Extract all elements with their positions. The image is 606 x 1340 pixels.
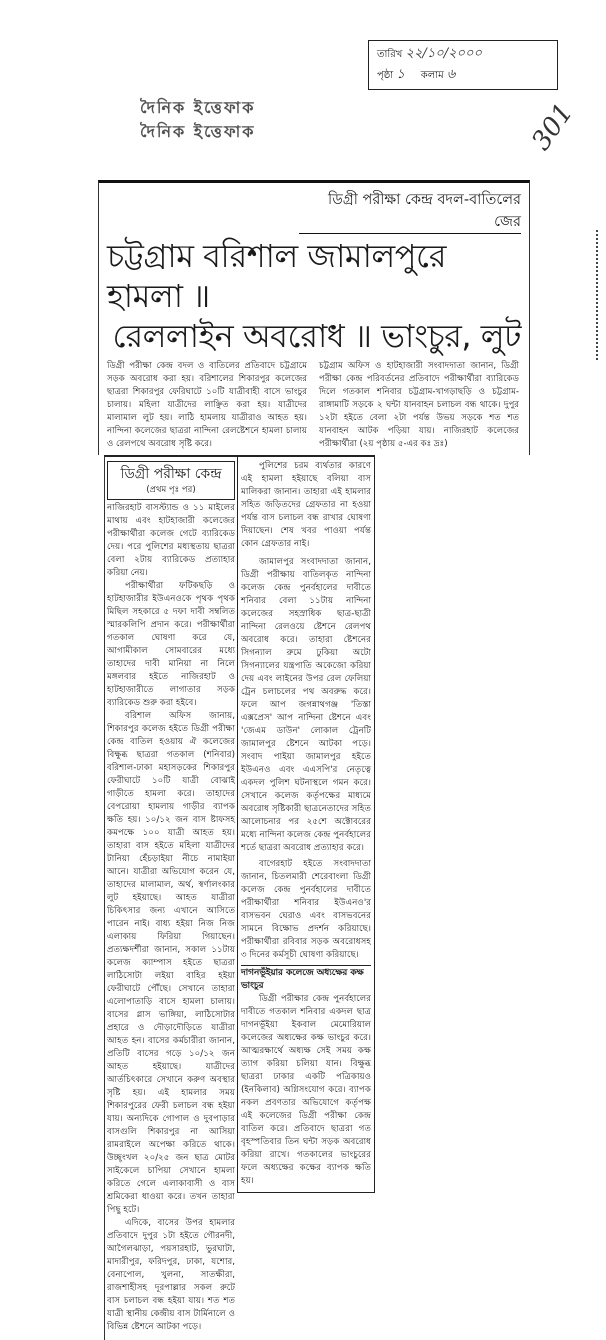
scan-edge-dots [596, 230, 600, 360]
headline-box [98, 180, 530, 455]
lead-paragraph-left: ডিগ্রী পরীক্ষা কেন্দ্র বদল ও বাতিলের প্রতিবাদে চট্টগ্রামে সড়ক অবরোধ করা হয়। বরিশালের শিকারপুর কলেজের ছাত্ররা শিকারপুর ফেরিঘাটে ১০টি যাত্রীবাহী বাসে ভাংচুর চালায়। মহিলা যাত্রীদের লাঞ্ছিত করা হয়। যাত্রীদের মালামাল লুট হয়। লাঠি হামলায় যাত্রীরাও আহত হয়। নান্দিনা কলেজের ছাত্ররা নান্দিনা রেলষ্টেশনে হামলা চালায় ও রেলপথে অবরোধ সৃষ্টি করে। [107, 361, 307, 449]
continuation-title: ডিগ্রী পরীক্ষা কেন্দ্র [120, 466, 222, 482]
date-value: ২২/১০/২০০০ [405, 46, 482, 61]
continuation-subtitle: (প্রথম পৃঃ পর) [146, 485, 196, 495]
headline-line-1: চট্টগ্রাম বরিশাল জামালপুরে হামলা ॥ [107, 237, 446, 315]
paragraph: ডিগ্রী পরীক্ষার কেন্দ্র পুনর্বহালের দাবীতে গতকাল শনিবার একদল ছাত্র দাগনভূঁইয়া ইকবাল মেমোরিয়াল কলেজের অধ্যক্ষের কক্ষ ভাংচুর করে। আত্মরক্ষার্থে অধ্যক্ষ সেই সময় কক্ষ ত্যাগ করিয়া চলিয়া যান। বিক্ষুব্ধ ছাত্ররা ঢাকার একটি পত্রিকায়ও (ইনকিলাব) অগ্নিসংযোগ করে। ব্যাপক নকল প্রবণতার অভিযোগে কর্তৃপক্ষ এই কলেজের ডিগ্রী পরীক্ষা কেন্দ্র বাতিল করে। প্রতিবাদে ছাত্ররা গত বৃহস্পতিবার তিন ঘন্টা সড়ক অবরোধ করিয়া রাখে। গতকালের ভাংচুরের ফলে অধ্যক্ষের কক্ষের ব্যাপক ক্ষতি হয়। [241, 994, 371, 1186]
article [98, 180, 530, 1340]
newspaper-name-stamp [140, 96, 256, 144]
page-value: ১ [396, 67, 405, 82]
subheading: দাগনভূঁইয়ার কলেজে অধ্যক্ষের কক্ষ ভাংচুর [241, 965, 371, 993]
continuation-column-right [237, 455, 375, 1193]
continuation-column-left [104, 455, 237, 1340]
paragraph: নাজিরহাট বাসস্ট্যান্ড ও ১১ মাইলের মাথায় এবং হাটহাজারী কলেজের পরীক্ষার্থীরা কলেজ গেটে ব্যারিকেড দেয়। পরে পুলিশের মধ্যস্থতায় ছাত্ররা বেলা ২টায় ব্যারিকেড প্রত্যাহার করিয়া নেয়। [107, 503, 235, 578]
lead-row [107, 360, 521, 451]
body-columns [104, 455, 530, 1340]
lead-right-text: চট্টগ্রাম অফিস ও হাটহাজারী সংবাদদাতা জানান, ডিগ্রী পরীক্ষা কেন্দ্র পরিবর্তনের প্রতিবাদে পরীক্ষার্থীরা ব্যারিকেড দিলে গতকাল শনিবার চট্টগ্রাম-খাগড়াছড়ি ও চট্টগ্রাম-রাঙ্গামাটি সড়কে ২ ঘন্টা যানবাহন চলাচল বন্ধ থাকে। দুপুর ১২টা হইতে বেলা ২টা পর্যন্ত উভয় সড়কে শত শত যানবাহন আটক পড়িয়া যায়। নাজিরহাট কলেজের পরীক্ষার্থীরা [319, 361, 519, 449]
column-label: কলাম [420, 70, 444, 81]
lead-paragraph-right [319, 360, 519, 451]
handwritten-page-number: 301 [526, 98, 580, 156]
page-label: পৃষ্ঠা [377, 70, 394, 81]
continuation-title-box [107, 461, 235, 500]
stamp-line: দৈনিক ইত্তেফাক [140, 122, 256, 141]
continuation-note: (২য় পৃষ্ঠায় ৫-এর কঃ দ্রঃ) [359, 439, 448, 449]
paragraph: পুলিশের চরম ব্যর্থতার কারণে এই হামলা হইয়াছে বলিয়া বাস মালিকরা জানান। তাহারা এই হামলার সহিত জড়িতদের গ্রেফতার না হওয়া পর্যন্ত বাস চলাচল বন্ধ রাখার ঘোষণা দিয়াছেন। শেষ খবর পাওয়া পর্যন্ত কোন গ্রেফতার নাই। [241, 461, 371, 549]
paragraph: জামালপুর সংবাদদাতা জানান, ডিগ্রী পরীক্ষায় বাতিলকৃত নান্দিনা কলেজ কেন্দ্র পুনর্বহালের দাবীতে শনিবার বেলা ১১টায় নান্দিনা কলেজের সহস্রাধিক ছাত্র-ছাত্রী নান্দিনা রেলওয়ে ষ্টেশনে রেলপথ অবরোধ করে। তাহারা ষ্টেশনের সিগন্যাল রুমে ঢুকিয়া অটো সিগন্যালের যন্ত্রপাতি অকেজো করিয়া দেয় এবং লাইনের উপর রেল ফেলিয়া ট্রেন চলাচলের পথ অবরুদ্ধ করে। ফলে আপ জগন্নাথগঞ্জ 'তিস্তা এক্সপ্রেস' আপ নান্দিনা ষ্টেশনে এবং 'জেএম ডাউন' লোকাল ট্রেনটি জামালপুর ষ্টেশনে আটকা পড়ে। সংবাদ পাইয়া জামালপুর হইতে ইউএনও এবং এএসপি'র নেতৃত্বে একদল পুলিশ ঘটনাস্থলে গমন করে। সেখানে কলেজ কর্তৃপক্ষের মাধ্যমে অবরোধ সৃষ্টিকারী ছাত্রনেতাদের সহিত আলোচনার পর ২৫শে অক্টোবরের মধ্যে নান্দিনা কলেজ কেন্দ্র পুনর্বহালের শর্তে ছাত্ররা অবরোধ প্রত্যাহার করে। [241, 557, 371, 853]
paragraph: এদিকে, বাসের উপর হামলার প্রতিবাদে দুপুর ১টা হইতে গৌরনদী, আগৈলঝাড়া, পয়সারহাট, ভুরঘাটা, মাদারীপুর, ফরিদপুর, ঢাকা, যশোর, বেনাপোল, খুলনা, সাতক্ষীরা, রাজশাহীসহ দূরপাল্লার সকল রুটে বাস চলাচল বন্ধ হইয়া যায়। শত শত যাত্রী স্থানীয় কেন্দ্রীয় বাস টার্মিনালে ও বিভিন্ন ষ্টেশনে আটকা পড়ে। [107, 1218, 235, 1332]
kicker: ডিগ্রী পরীক্ষা কেন্দ্র বদল-বাতিলের জের [299, 189, 521, 234]
paragraph: পরীক্ষার্থীরা ফটিকছড়ি ও হাটহাজারীর ইউএনওকে পৃথক পৃথক মিছিল সহকারে ৫ দফা দাবী সম্বলিত স্মারকলিপি প্রদান করে। পরীক্ষার্থীরা গতকাল ঘোষণা করে যে, আগামীকাল সোমবারের মধ্যে তাহাদের দাবী মানিয়া না নিলে মঙ্গলবার হইতে নাজিরহাট ও হাটহাজারীতে লাগাতার সড়ক ব্যারিকেড শুরু করা হইবে। [107, 581, 235, 708]
date-label: তারিখ [377, 49, 403, 60]
paragraph: বাগেরহাট হইতে সংবাদদাতা জানান, চিতলমারী শেরেবাংলা ডিগ্রী কলেজ কেন্দ্র পুনর্বহালের দাবীতে পরীক্ষার্থীরা শনিবার ইউএনও'র বাসভবন ঘেরাও এবং বাসভবনের সামনে বিক্ষোভ প্রদর্শন করিয়াছে। পরীক্ষার্থীরা রবিবার সড়ক অবরোধসহ ৩ দিনের কর্মসূচী ঘোষণা করিয়াছে। [241, 859, 371, 960]
headline-line-2: রেললাইন অবরোধ ॥ ভাংচুর, লুট [112, 317, 521, 355]
column-value: ৬ [446, 67, 456, 82]
paragraph: বরিশাল অফিস জানায়, শিকারপুর কলেজ হইতে ডিগ্রী পরীক্ষা কেন্দ্র বাতিল হওয়ায় ঐ কলেজের বিক্ষুব্ধ ছাত্ররা গতকাল (শনিবার) বরিশাল-ঢাকা মহাসড়কের শিকারপুর ফেরীঘাটে ১০টি যাত্রী বোঝাই গাড়ীতে হামলা করে। তাহাদের বেপরোয়া হামলায় গাড়ীর ব্যাপক ক্ষতি হয়। ১০/১২ জন বাস ষ্টাফসহ কমপক্ষে ১০০ যাত্রী আহত হয়। তাহারা বাস হইতে মহিলা যাত্রীদের টানিয়া হেঁচড়াইয়া নীচে নামাইয়া আনে। যাত্রীরা অভিযোগ করেন যে, তাহাদের মালামাল, অর্থ, স্বর্ণালংকার লুট হইয়াছে। আহত যাত্রীরা চিকিৎসার জন্য এখানে আসিতে পারেন নাই। বাধ্য হইয়া নিজ নিজ এলাকায় ফিরিয়া গিয়াছেন। প্রত্যক্ষদর্শীরা জানান, সকাল ১১টায় কলেজ ক্যাম্পাস হইতে ছাত্ররা লাঠিসোটা লইয়া বাহির হইয়া ফেরীঘাটে পৌঁছে। সেখানে তাহারা এলোপাতাড়ি বাসে হামলা চালায়। বাসের গ্লাস ভাঙ্গিয়া, লাঠিসোটার প্রহারে ও দৌড়াদৌড়িতে যাত্রীরা আহত হন। বাসের কর্মচারীরা জানান, প্রতিটি বাসের গড়ে ১০/১২ জন আহত হইয়াছে। যাত্রীদের আর্তচিৎকারে সেখানে করুণ অবস্থার সৃষ্টি হয়। এই হামলার সময় শিকারপুরের ফেরী চলাচল বন্ধ হইয়া যায়। অন্যদিকে গোপাল ও দুবপাড়ার বাসগুলি শিকারপুর না আসিয়া রামরাইলে অপেক্ষা করিতে থাকে। উচ্ছৃংখল ২০/২৫ জন ছাত্র মোটর সাইকেলে চাপিয়া সেখানে হামলা করিতে গেলে এলাকাবাসী ও বাস শ্রমিকেরা ধাওয়া করে। তখন তাহারা পিছু হটে। [107, 711, 235, 1215]
archive-date-stamp [368, 40, 558, 90]
stamp-line: দৈনিক ইত্তেফাক [140, 98, 256, 117]
